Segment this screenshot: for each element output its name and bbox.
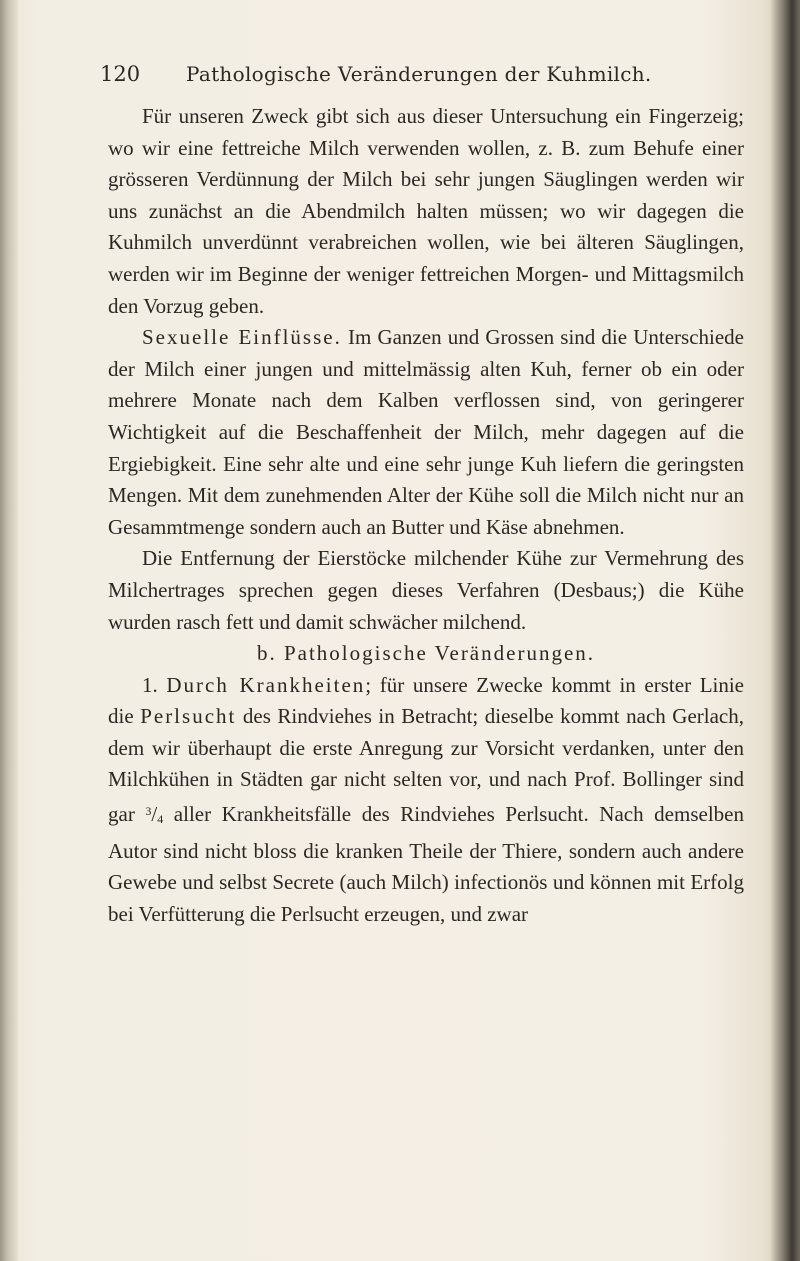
paragraph-1-text: Für unseren Zweck gibt sich aus dieser Untersuchung ein Fingerzeig; wo wir eine fettreiche Milch verwenden wollen, z. B. zum Behufe einer grösseren Verdünnung der Milch bei sehr jungen Säuglingen werden wir uns zunächst an die Abendmilch halten müssen; wo wir dagegen die Kuhmilch unverdünnt verabreichen wollen, wie bei älteren Säuglingen, werden wir im Beginne der weniger fettreichen Morgen- und Mittagsmilch den Vorzug geben. — [108, 104, 744, 318]
paragraph-3 — [108, 543, 744, 638]
section-lead-diseases: Durch Krankheiten — [166, 672, 366, 697]
term-perlsucht: Perlsucht — [140, 704, 237, 729]
fraction-denominator: 4 — [157, 812, 164, 827]
fraction-numerator: 3 — [145, 804, 152, 819]
page-edge — [770, 0, 800, 1261]
paragraph-1 — [108, 101, 744, 322]
section-heading: b. Pathologische Veränderungen. — [256, 641, 596, 666]
book-gutter — [0, 0, 18, 1261]
paragraph-3-text: Die Entfernung der Eierstöcke milchender Kühe zur Vermehrung des Milchertrages sprechen gegen dieses Verfahren (Desbaus;) die Kühe wurden rasch fett und damit schwächer milchend. — [108, 546, 744, 634]
paragraph-4-number: 1. — [142, 672, 167, 697]
running-head: Pathologische Veränderungen der Kuhmilch. — [186, 62, 652, 86]
paragraph-4-text-a: ; für unsere Zwecke kommt in erster Linie die — [108, 672, 745, 729]
paragraph-4: 1. Durch Krankheiten; für unsere Zwecke kommt in erster Linie die Perlsucht des Rindviehes in Betracht; dieselbe kommt nach Gerlach, dem wir überhaupt die erste Anregung zur Vorsicht verdanken, unter den Milchkühen in Städten gar nicht selten vor, und nach Prof. Bollinger sind gar $^3/_4$ aller Krankheitsfälle des Rindviehes Perlsucht. Nach demselben Autor sind nicht bloss die kranken Theile der Thiere, sondern auch andere Gewebe und selbst Secrete (auch Milch) infectionös und können mit Erfolg bei Verfütterung die Perlsucht erzeugen, und zwar — [108, 672, 745, 926]
page-header — [100, 62, 740, 92]
section-lead-sexual-influences: Sexuelle Einflüsse. — [142, 325, 342, 350]
paragraph-4-text-c: aller Krankheitsfälle des Rindviehes Perlsucht. Nach demselben Autor sind nicht bloss die kranken Theile der Thiere, sondern auch andere Gewebe und selbst Secrete (auch Milch) infectionös und können mit Erfolg bei Verfütterung die Perlsucht erzeugen, und zwar — [108, 802, 744, 926]
page-number: 120 — [100, 62, 141, 86]
paragraph-4-text-b: des Rindviehes in Betracht; dieselbe kommt nach Gerlach, dem wir überhaupt die erste Anregung zur Vorsicht verdanken, unter den Milchkühen in Städten gar nicht selten vor, und nach Prof. Bollinger sind gar — [108, 704, 745, 827]
body-text — [108, 101, 744, 930]
paragraph-2 — [108, 322, 744, 543]
paragraph-2-text: Im Ganzen und Grossen sind die Unterschiede der Milch einer jungen und mittelmässig alten Kuh, ferner ob ein oder mehrere Monate nach dem Kalben verflossen sind, von geringerer Wichtigkeit auf die Beschaffenheit der Milch, mehr dagegen auf die Ergiebigkeit. Eine sehr alte und eine sehr junge Kuh liefern die geringsten Mengen. Mit dem zunehmenden Alter der Kühe soll die Milch nicht nur an Gesammtmenge sondern auch an Butter und Käse abnehmen. — [108, 325, 745, 539]
